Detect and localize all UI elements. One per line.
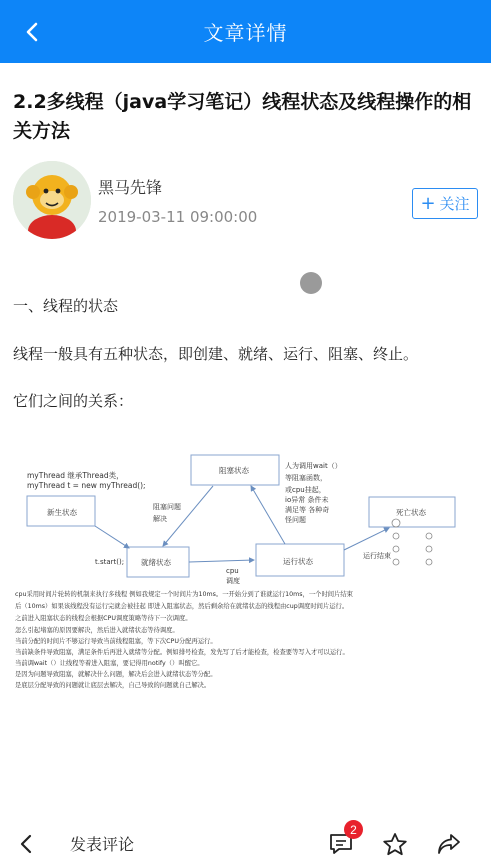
arrow bbox=[189, 560, 254, 562]
chevron-left-icon bbox=[25, 21, 39, 43]
article-title: 2.2多线程（java学习笔记）线程状态及线程操作的相关方法 bbox=[13, 91, 472, 142]
diagram-label: 解决 bbox=[153, 515, 167, 523]
diagram-label: 调度 bbox=[226, 577, 240, 585]
navbar bbox=[0, 0, 491, 63]
diagram-note-line: 当前缺条件导致阻塞，满足条件后再进入就绪等分配。例如排号检查，发先写了后才能检查，检查要等写入才可以运行。 bbox=[15, 649, 349, 656]
diagram-label: 人为调用wait（） bbox=[285, 462, 342, 470]
follow-button[interactable] bbox=[412, 188, 478, 219]
diagram-label: 满足等 各种奇 bbox=[285, 506, 330, 514]
diagram-note-line: 当前调wait（）让线程等着进入阻塞，要记得用notify（）叫醒它。 bbox=[15, 660, 204, 667]
author-info bbox=[13, 160, 478, 240]
diagram-note-line: cpu采用时间片轮转的机制来执行多线程 例如我规定一个时间片为10ms。一开始分到了谁就运行10ms，一个时间片结束 bbox=[15, 591, 353, 598]
state-ready-label: 就绪状态 bbox=[141, 558, 171, 567]
page-title: 文章详情 bbox=[203, 21, 288, 45]
diagram-label: 阻塞问题 bbox=[153, 503, 181, 511]
article-paragraph: 它们之间的关系： bbox=[13, 392, 134, 410]
bottom-bar bbox=[0, 820, 491, 865]
diagram-code-line: myThread 继承Thread类， bbox=[27, 471, 124, 480]
arrow bbox=[251, 486, 285, 544]
arrow bbox=[344, 528, 389, 550]
diagram-label: 或cpu挂起， bbox=[285, 486, 326, 494]
diagram-note-line: 后（10ms）如果该线程没有运行完就会被挂起 即进入阻塞状态，然后剩余给在就绪状态的线程由cup调度时间片运行。 bbox=[15, 603, 349, 610]
loading-indicator bbox=[300, 272, 322, 294]
thread-state-diagram bbox=[13, 440, 478, 695]
avatar[interactable] bbox=[13, 161, 91, 239]
favorite-button[interactable] bbox=[380, 830, 410, 858]
diagram-label: cpu bbox=[226, 567, 239, 575]
diagram-note-line: 当前分配的时间片不够运行导致当前线程阻塞，等下次CPU分配再运行。 bbox=[15, 638, 217, 645]
arrow bbox=[163, 486, 213, 546]
state-blocked-label: 阻塞状态 bbox=[219, 466, 249, 475]
author-name[interactable]: 黑马先锋 bbox=[98, 178, 163, 197]
star-icon bbox=[382, 832, 408, 857]
diagram-note-line: 是底层分配导致的问题就让底层去解决，自己导致的问题就自己解决。 bbox=[15, 682, 211, 689]
share-icon bbox=[436, 832, 462, 856]
comment-input[interactable]: 发表评论 bbox=[70, 835, 135, 854]
diagram-label: io异常 条件未 bbox=[285, 496, 329, 504]
diagram-note-line: 怎么引起堵塞的原因要解决，然后进入就绪状态等待调度。 bbox=[15, 627, 179, 634]
article-paragraph: 线程一般具有五种状态，即创建、就绪、运行、阻塞、终止。 bbox=[13, 345, 419, 363]
diagram-code-line: myThread t = new myThread(); bbox=[27, 481, 146, 490]
article-paragraph: 一、线程的状态 bbox=[13, 297, 119, 315]
bottom-back-button[interactable] bbox=[12, 830, 40, 858]
chevron-left-icon bbox=[20, 834, 32, 854]
avatar-image bbox=[13, 161, 91, 239]
state-running-label: 运行状态 bbox=[283, 557, 313, 566]
share-button[interactable] bbox=[434, 830, 464, 858]
follow-label: 关注 bbox=[439, 195, 470, 213]
diagram-label: t.start(); bbox=[95, 558, 125, 566]
diagram-label: 运行结束 bbox=[363, 552, 391, 560]
diagram-note-line: 之前进入阻塞状态的线程会根据CPU调度策略等待下一次调度。 bbox=[15, 615, 192, 622]
back-button[interactable] bbox=[14, 16, 50, 48]
comment-count-badge: 2 bbox=[344, 820, 363, 839]
diagram-note-line: 是因为问题导致阻塞，就解决什么问题，解决后会进入就绪状态等分配。 bbox=[15, 671, 217, 678]
diagram-label: 怪问题 bbox=[285, 516, 306, 524]
diagram-label: 等阻塞函数， bbox=[285, 474, 327, 482]
publish-time: 2019-03-11 09:00:00 bbox=[98, 208, 258, 226]
state-new-label: 新生状态 bbox=[47, 508, 77, 517]
plus-icon: + bbox=[420, 192, 436, 214]
arrow bbox=[95, 526, 129, 548]
state-dead-label: 死亡状态 bbox=[396, 508, 426, 517]
